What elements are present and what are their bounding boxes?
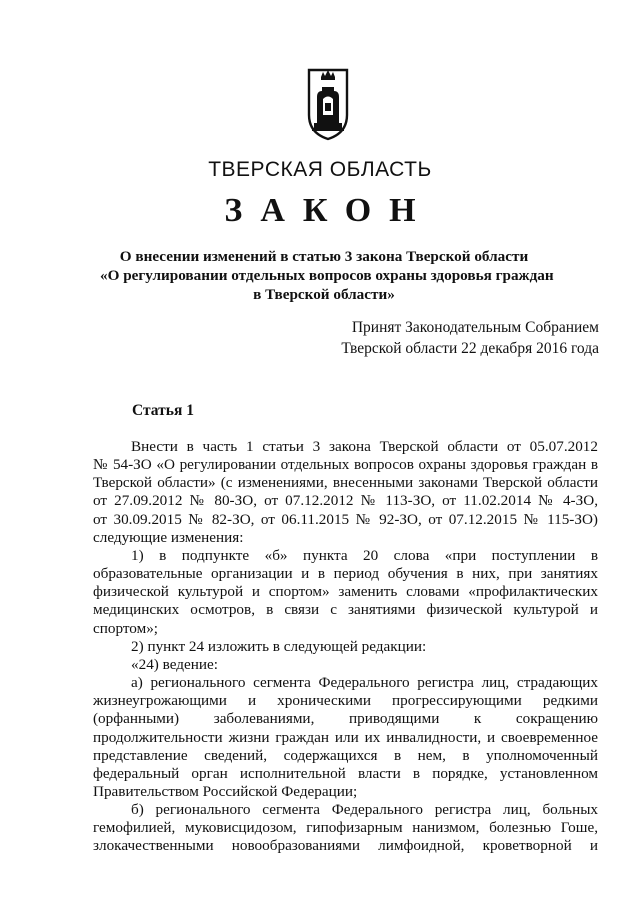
law-subject [100, 247, 554, 304]
subject-line: «О регулировании отдельных вопросов охраны здоровья граждан [100, 267, 554, 284]
adoption-line: Тверской области 22 декабря 2016 года [341, 340, 599, 357]
body-line: № 54-ЗО «О регулировании отдельных вопросов охраны здоровья граждан в [93, 456, 598, 474]
body-line: жизнеугрожающими и хроническими прогрессирующими редкими [93, 692, 598, 710]
body-line: гемофилией, муковисцидозом, гипофизарным нанизмом, болезнью Гоше, [93, 819, 598, 837]
body-line: образовательные организации и в период обучения в них, при занятиях [93, 565, 598, 583]
body-line: федеральный орган исполнительной власти в порядке, установленном [93, 764, 598, 782]
body-line: физической культурой и спортом» заменить словами «профилактических [93, 583, 598, 601]
body-line: медицинских осмотров, в связи с занятиями физической культурой и [93, 601, 598, 619]
body-line: б) регионального сегмента Федерального регистра лиц, больных [131, 801, 598, 819]
body-line: спортом»; [93, 619, 159, 637]
body-line: Правительством Российской Федерации; [93, 782, 358, 800]
body-line: от 30.09.2015 № 82-ЗО, от 06.11.2015 № 92-ЗО, от 07.12.2015 № 115-ЗО) [93, 510, 598, 528]
body-line: следующие изменения: [93, 528, 244, 546]
adoption-line: Принят Законодательным Собранием [351, 319, 599, 336]
body-line: Внести в часть 1 статьи 3 закона Тверской области от 05.07.2012 [131, 438, 598, 455]
body-line: Тверской области» (с изменениями, внесенными законами Тверской области [93, 474, 598, 492]
tver-coat-of-arms-icon [306, 67, 350, 141]
body-line: «24) ведение: [131, 655, 218, 673]
body-line: (орфанными) заболеваниями, приводящими к сокращению [93, 710, 598, 728]
article-heading: Статья 1 [132, 402, 194, 419]
body-line: злокачественными новообразованиями лимфоидной, кроветворной и [93, 837, 598, 855]
region-name: ТВЕРСКАЯ ОБЛАСТЬ [208, 158, 432, 181]
body-line: 2) пункт 24 изложить в следующей редакции: [131, 637, 427, 655]
subject-line: в Тверской области» [253, 286, 395, 303]
adoption-note [341, 317, 599, 359]
article-body [93, 438, 598, 856]
body-line: а) регионального сегмента Федерального регистра лиц, страдающих [131, 674, 598, 692]
document-type-title: ЗАКОН [224, 192, 434, 229]
body-line: от 27.09.2012 № 80-ЗО, от 07.12.2012 № 113-ЗО, от 11.02.2014 № 4-ЗО, [93, 492, 598, 510]
body-line: представление сведений, содержащихся в нем, в уполномоченный [93, 746, 598, 764]
subject-line: О внесении изменений в статью 3 закона Тверской области [119, 248, 529, 265]
body-line: 1) в подпункте «б» пункта 20 слова «при поступлении в [131, 546, 598, 564]
body-line: продолжительности жизни граждан или их инвалидности, и своевременное [93, 728, 598, 746]
